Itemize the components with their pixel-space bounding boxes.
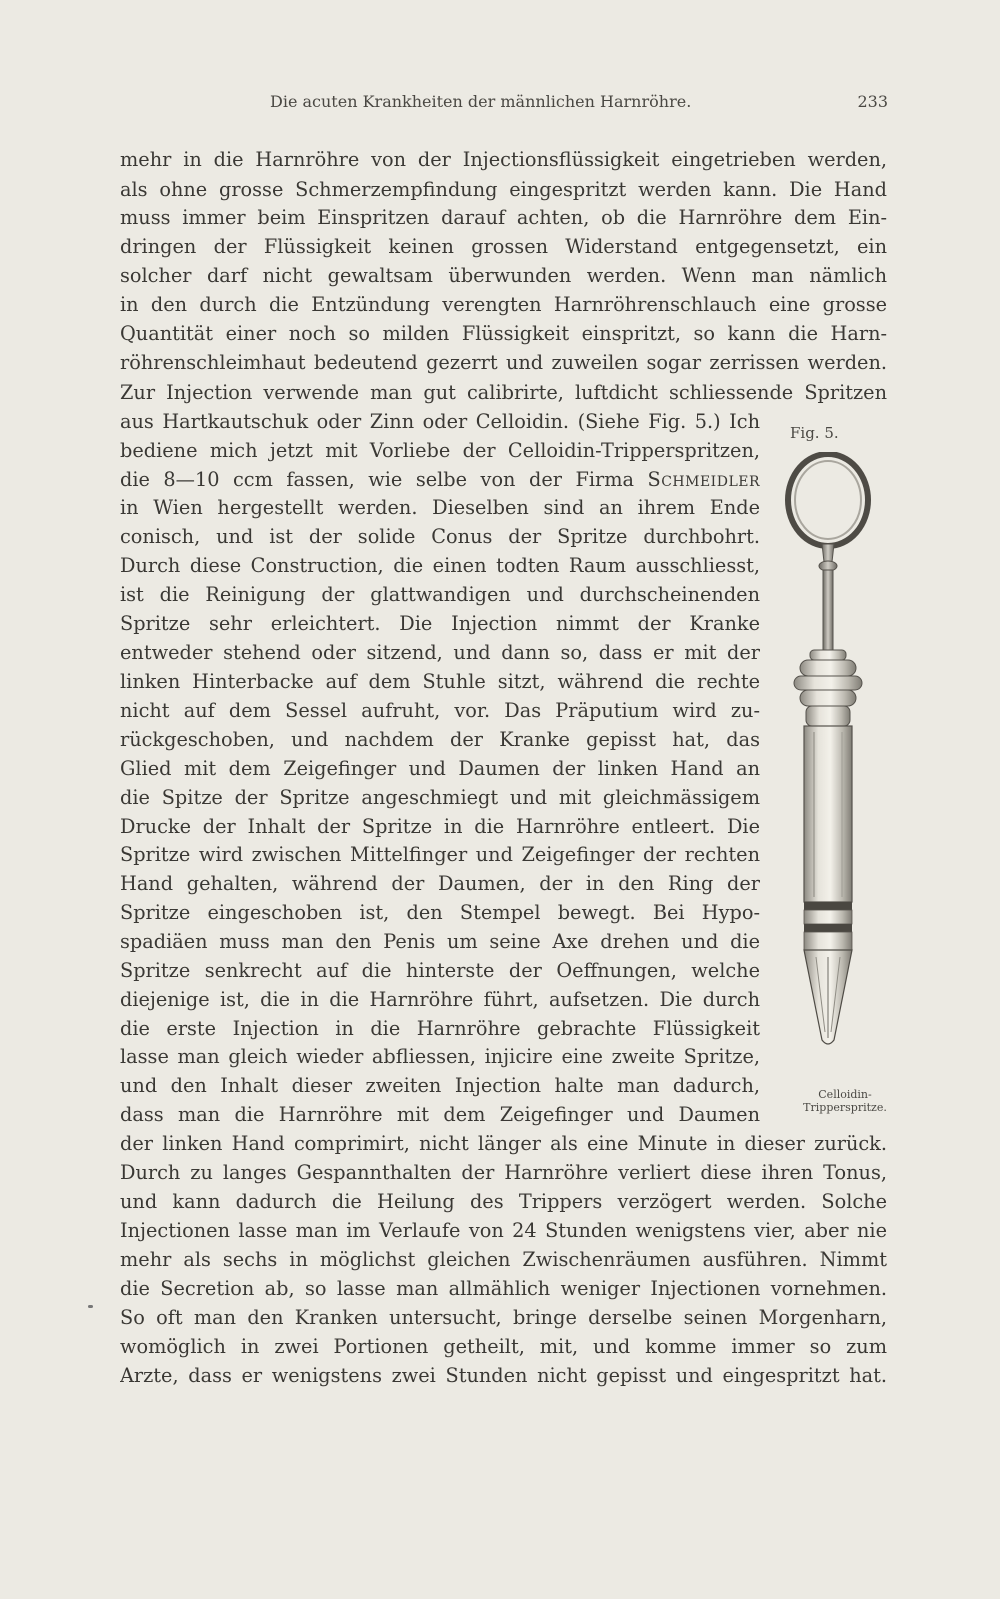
text-line: aus Hartkautschuk oder Zinn oder Celloidin. (Siehe Fig. 5.) Ich bbox=[120, 410, 760, 433]
text-line: dringen der Flüssigkeit keinen grossen Widerstand entgegensetzt, ein bbox=[120, 235, 887, 258]
stray-mark bbox=[88, 1305, 93, 1308]
text-line: Arzte, dass er wenigstens zwei Stunden nicht gepisst und eingespritzt hat. bbox=[120, 1364, 887, 1387]
text-line: als ohne grosse Schmerzempfindung eingespritzt werden kann. Die Hand bbox=[120, 178, 887, 201]
text-line: bediene mich jetzt mit Vorliebe der Celloidin-Tripperspritzen, bbox=[120, 439, 760, 462]
text-line: der linken Hand comprimirt, nicht länger als eine Minute in dieser zurück. bbox=[120, 1132, 887, 1155]
text-line: und den Inhalt dieser zweiten Injection halte man dadurch, bbox=[120, 1074, 760, 1097]
text-line: und kann dadurch die Heilung des Trippers verzögert werden. Solche bbox=[120, 1190, 887, 1213]
text-line: in den durch die Entzündung verengten Harnröhrenschlauch eine grosse bbox=[120, 293, 887, 316]
text-line: conisch, und ist der solide Conus der Spritze durchbohrt. bbox=[120, 525, 760, 548]
text-line: spadiäen muss man den Penis um seine Axe drehen und die bbox=[120, 930, 760, 953]
text-line: Injectionen lasse man im Verlaufe von 24 Stunden wenigstens vier, aber nie bbox=[120, 1219, 887, 1242]
text-line: diejenige ist, die in die Harnröhre führt, aufsetzen. Die durch bbox=[120, 988, 760, 1011]
page-number: 233 bbox=[857, 92, 888, 111]
text-line: Drucke der Inhalt der Spritze in die Harnröhre entleert. Die bbox=[120, 815, 760, 838]
text-line: in Wien hergestellt werden. Dieselben sind an ihrem Ende bbox=[120, 496, 760, 519]
text-line: lasse man gleich wieder abfliessen, injicire eine zweite Spritze, bbox=[120, 1045, 760, 1068]
text-line: So oft man den Kranken untersucht, bringe derselbe seinen Morgenharn, bbox=[120, 1306, 887, 1329]
text-line: Durch diese Construction, die einen todten Raum ausschliesst, bbox=[120, 554, 760, 577]
text-line: Durch zu langes Gespannthalten der Harnröhre verliert diese ihren Tonus, bbox=[120, 1161, 887, 1184]
syringe-illustration bbox=[780, 452, 890, 1052]
caption-line: Tripperspritze. bbox=[803, 1101, 887, 1114]
figure-caption bbox=[790, 1088, 900, 1114]
text-line: Spritze senkrecht auf die hinterste der Oeffnungen, welche bbox=[120, 959, 760, 982]
text-line: rückgeschoben, und nachdem der Kranke gepisst hat, das bbox=[120, 728, 760, 751]
figure-label: Fig. 5. bbox=[790, 424, 839, 442]
caption-line: Celloidin- bbox=[818, 1088, 872, 1101]
header-title: Die acuten Krankheiten der männlichen Harnröhre. bbox=[270, 92, 692, 111]
text-line: die Spitze der Spritze angeschmiegt und mit gleichmässigem bbox=[120, 786, 760, 809]
text-line: entweder stehend oder sitzend, und dann so, dass er mit der bbox=[120, 641, 760, 664]
text-line: ist die Reinigung der glattwandigen und durchscheinenden bbox=[120, 583, 760, 606]
text-line: Quantität einer noch so milden Flüssigkeit einspritzt, so kann die Harn- bbox=[120, 322, 887, 345]
text-line: die erste Injection in die Harnröhre gebrachte Flüssigkeit bbox=[120, 1017, 760, 1040]
text-line: nicht auf dem Sessel aufruht, vor. Das Präputium wird zu- bbox=[120, 699, 760, 722]
text-line: womöglich in zwei Portionen getheilt, mit, und komme immer so zum bbox=[120, 1335, 887, 1358]
text-line: die Secretion ab, so lasse man allmählich weniger Injectionen vornehmen. bbox=[120, 1277, 887, 1300]
text-line: mehr in die Harnröhre von der Injectionsflüssigkeit eingetrieben werden, bbox=[120, 148, 887, 171]
text-line: Spritze sehr erleichtert. Die Injection nimmt der Kranke bbox=[120, 612, 760, 635]
text-line: Glied mit dem Zeigefinger und Daumen der linken Hand an bbox=[120, 757, 760, 780]
text-line: Spritze eingeschoben ist, den Stempel bewegt. Bei Hypo- bbox=[120, 901, 760, 924]
text-line: Spritze wird zwischen Mittelfinger und Zeigefinger der rechten bbox=[120, 843, 760, 866]
text-line: linken Hinterbacke auf dem Stuhle sitzt, während die rechte bbox=[120, 670, 760, 693]
text-line: dass man die Harnröhre mit dem Zeigefinger und Daumen bbox=[120, 1103, 760, 1126]
text-line: mehr als sechs in möglichst gleichen Zwischenräumen ausführen. Nimmt bbox=[120, 1248, 887, 1271]
firm-name: Schmeidler bbox=[647, 468, 760, 491]
text-line: muss immer beim Einspritzen darauf achten, ob die Harnröhre dem Ein- bbox=[120, 206, 887, 229]
text-line: Hand gehalten, während der Daumen, der in den Ring der bbox=[120, 872, 760, 895]
text-line: die 8—10 ccm fassen, wie selbe von der Firma Schmeidler bbox=[120, 468, 760, 491]
text-line: solcher darf nicht gewaltsam überwunden werden. Wenn man nämlich bbox=[120, 264, 887, 287]
text-line: Zur Injection verwende man gut calibrirte, luftdicht schliessende Spritzen bbox=[120, 381, 887, 404]
text-line: röhrenschleimhaut bedeutend gezerrt und zuweilen sogar zerrissen werden. bbox=[120, 351, 887, 374]
